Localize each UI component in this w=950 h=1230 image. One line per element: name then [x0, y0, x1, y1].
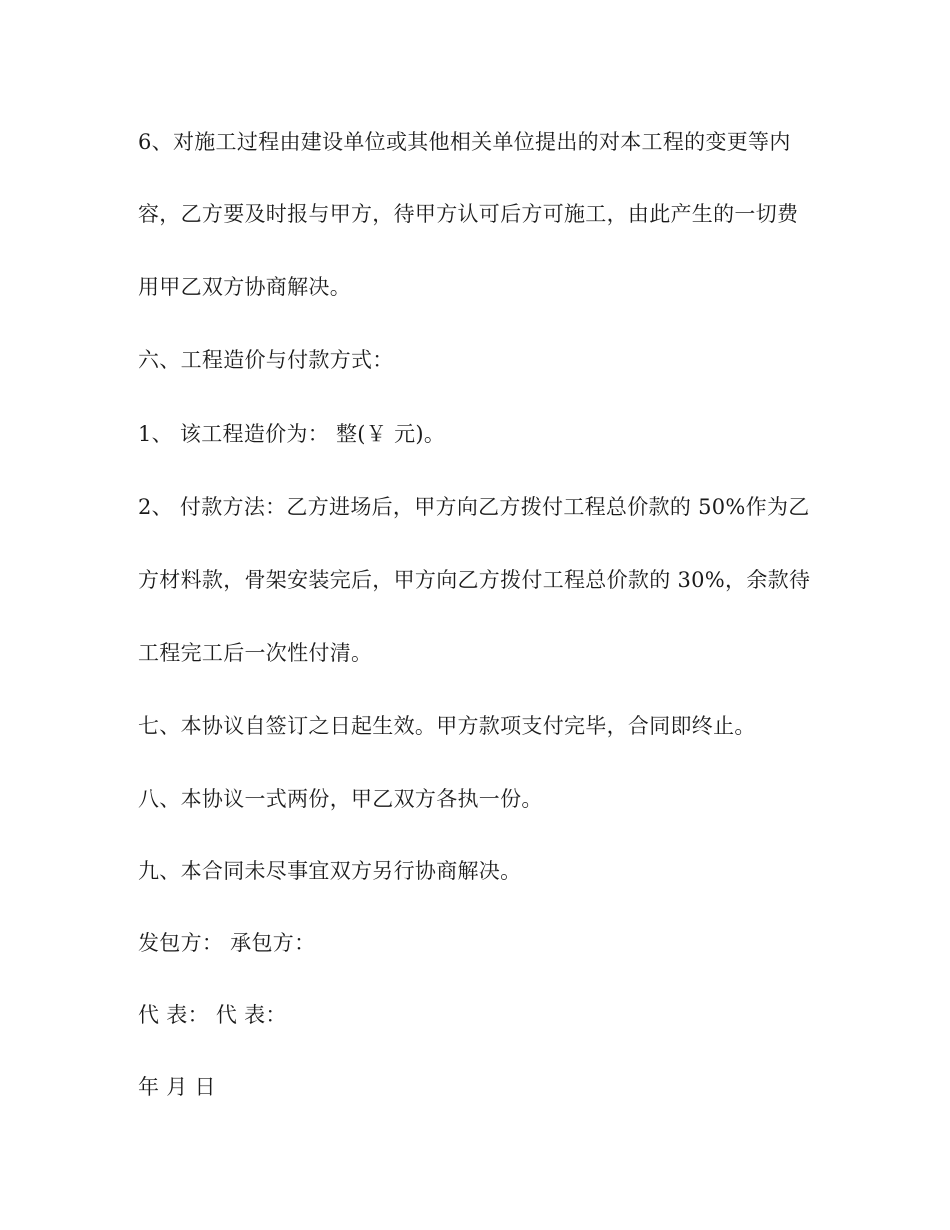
clause-6-line-3: 用甲乙双方协商解决。: [138, 275, 351, 299]
section-8-copies: 八、本协议一式两份，甲乙双方各执一份。: [138, 787, 543, 811]
section-6-heading: 六、工程造价与付款方式：: [138, 348, 394, 372]
signature-parties: 发包方： 承包方：: [138, 931, 316, 955]
section-9-misc: 九、本合同未尽事宜双方另行协商解决。: [138, 859, 522, 883]
clause-6-line-1: 6、对施工过程由建设单位或其他相关单位提出的对本工程的变更等内: [138, 130, 791, 154]
payment-clause-line-1: 2、 付款方法：乙方进场后，甲方向乙方拨付工程总价款的 50%作为乙: [138, 495, 810, 519]
payment-clause-line-3: 工程完工后一次性付清。: [138, 641, 373, 665]
signature-date: 年 月 日: [138, 1075, 216, 1099]
price-clause: 1、 该工程造价为： 整(￥ 元)。: [138, 422, 446, 446]
section-7-effectiveness: 七、本协议自签订之日起生效。甲方款项支付完毕，合同即终止。: [138, 714, 756, 738]
signature-representatives: 代 表： 代 表：: [138, 1003, 287, 1027]
clause-6-line-2: 容，乙方要及时报与甲方，待甲方认可后方可施工，由此产生的一切费: [138, 202, 799, 226]
payment-clause-line-2: 方材料款，骨架安装完后，甲方向乙方拨付工程总价款的 30%，余款待: [138, 568, 811, 592]
